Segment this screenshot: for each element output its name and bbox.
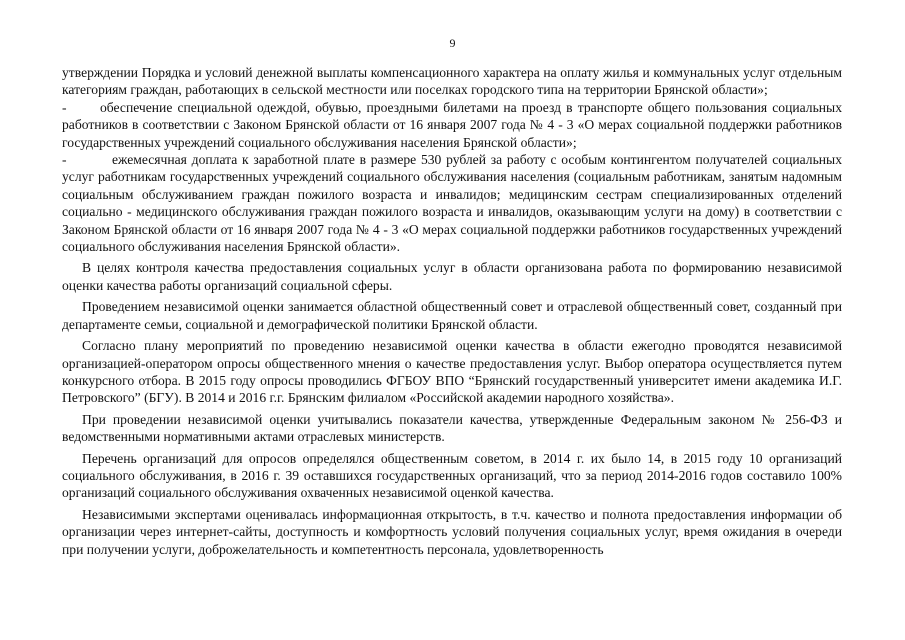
paragraph-independent-assessment: Проведением независимой оценки занимается областной общественный совет и отраслевой общественный совет, созданный при департаменте семьи, социальной и демографической политики Брянской области. bbox=[62, 299, 842, 332]
document-body bbox=[62, 64, 842, 558]
paragraph-plan: Согласно плану мероприятий по проведению независимой оценки качества в области ежегодно проводятся независимой организацией-оператором опросы общественного мнения о качестве предоставления услуг. Выбор оператора осуществляется путем конкурсного отбора. В 2015 году опросы проводились ФГБОУ ВПО “Брянский государственный университет имени академика И.Г. Петровского” (БГУ). В 2014 и 2016 г.г. Брянским филиалом «Российской академии народного хозяйства». bbox=[62, 338, 842, 406]
bullet-dash: - bbox=[62, 99, 67, 115]
paragraph-continuation: утверждении Порядка и условий денежной выплаты компенсационного характера на оплату жилья и коммунальных услуг отдельным категориям граждан, работающих в сельской местности или поселках городского типа на территории Брянской области»; bbox=[62, 65, 842, 98]
paragraph-experts: Независимыми экспертами оценивалась информационная открытость, в т.ч. качество и полнота предоставления информации об организации через интернет-сайты, доступность и комфортность условий получения социальных услуг, время ожидания в очереди при получении услуги, доброжелательность и компетентность персонала, удовлетворенность bbox=[62, 506, 842, 557]
bullet-dash: - bbox=[62, 152, 67, 168]
bullet-text: ежемесячная доплата к заработной плате в размере 530 рублей за работу с особым контингентом получателей социальных услуг работникам государственных учреждений социального обслуживания населения (социальным работникам, занятым надомным социальным обслуживанием граждан пожилого возраста и инвалидов; медицинским сестрам специализированных отделений социально - медицинского обслуживания граждан пожилого возраста и инвалидов, оказывающим услуги на дому) в соответствии с Законом Брянской области от 16 января 2007 года № 4 - 3 «О мерах социальной поддержки работников государственных учреждений социального обслуживания населения Брянской области». bbox=[62, 152, 842, 255]
bullet-item-surcharge bbox=[62, 151, 842, 255]
paragraph-indicators: При проведении независимой оценки учитывались показатели качества, утвержденные Федеральным законом № 256-ФЗ и ведомственными нормативными актами отраслевых министерств. bbox=[62, 411, 842, 445]
page-number: 9 bbox=[449, 36, 456, 50]
paragraph-organizations-list: Перечень организаций для опросов определялся общественным советом, в 2014 г. их было 14, в 2015 году 10 организаций социального обслуживания, в 2016 г. 39 оставшихся государственных организаций, что за период 2014-2016 годов составило 100% организаций социального обслуживания охваченных независимой оценкой качества. bbox=[62, 450, 842, 501]
bullet-item-clothing bbox=[62, 99, 842, 151]
paragraph-quality-control: В целях контроля качества предоставления социальных услуг в области организована работа по формированию независимой оценки качества работы организаций социальной сферы. bbox=[62, 260, 842, 293]
bullet-text: обеспечение специальной одеждой, обувью, проездными билетами на проезд в транспорте общего пользования социальных работников в соответствии с Законом Брянской области от 16 января 2007 года № 4 - 3 «О мерах социальной поддержки работников государственных учреждений социального обслуживания населения Брянской области»; bbox=[62, 99, 842, 150]
